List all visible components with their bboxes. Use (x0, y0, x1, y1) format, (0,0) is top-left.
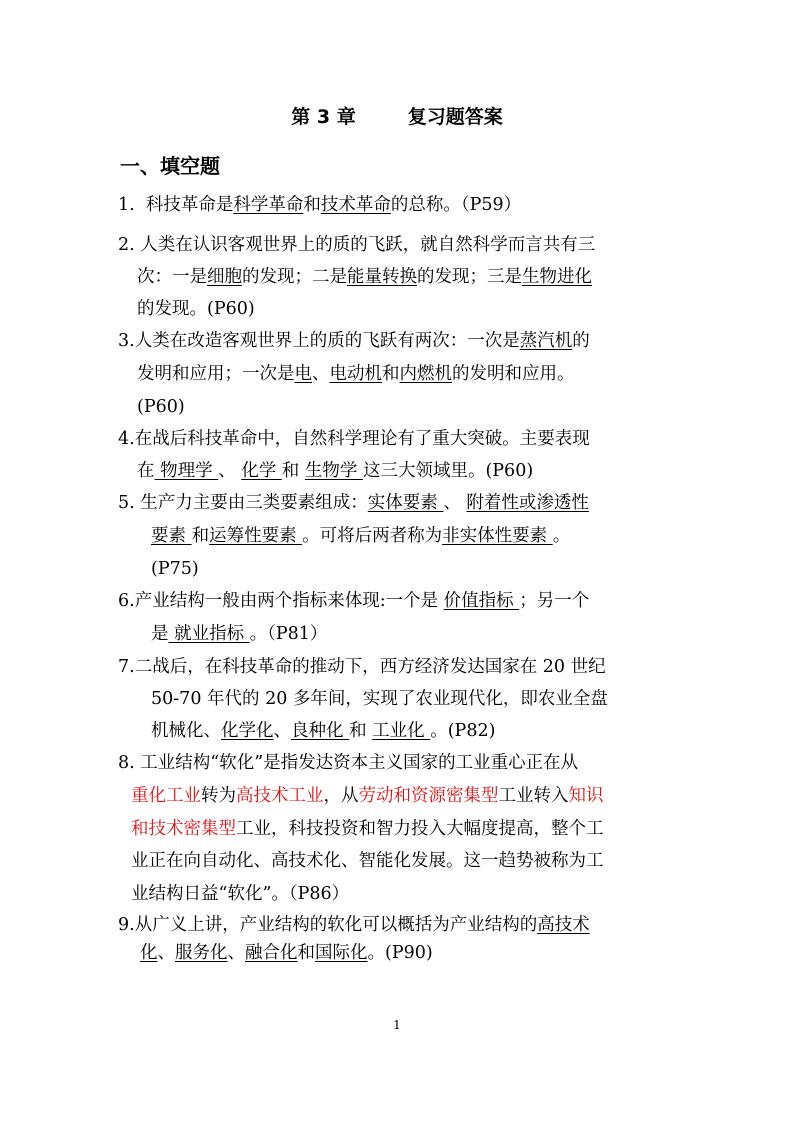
answer-blank: 科学革命 (233, 195, 304, 215)
chapter-name: 复习题答案 (407, 106, 503, 128)
answer-highlight: 知识 (568, 786, 604, 806)
question-5-line-1: 5. 生产力主要由三类要素组成：实体要素 、 附着性或渗透性 (118, 493, 589, 513)
answer-highlight: 和技术密集型 (131, 819, 236, 839)
question-8-line-2: 重化工业转为高技术工业，从劳动和资源密集型工业转入知识 (131, 786, 604, 806)
answer-blank: 非实体性要素 (442, 526, 553, 546)
question-9-line-1: 9.从广义上讲，产业结构的软化可以概括为产业结构的高技术 (118, 915, 590, 935)
question-5-line-3: (P75) (151, 559, 199, 579)
question-1: 1. 科技革命是科学革命和技术革命的总称。（P59） (118, 195, 522, 215)
question-4-line-1: 4.在战后科技革命中，自然科学理论有了重大突破。主要表现 (118, 429, 590, 449)
question-2-line-1: 2. 人类在认识客观世界上的质的飞跃，就自然科学而言共有三 (118, 235, 596, 255)
answer-highlight: 高技术工业 (236, 786, 324, 806)
answer-blank: 能量转换 (347, 267, 417, 287)
answer-blank: 生物学 (304, 461, 363, 481)
answer-blank: 服务化 (175, 943, 228, 963)
answer-blank: 融合化 (245, 943, 298, 963)
answer-blank: 物理学 (154, 461, 219, 481)
question-2-line-2: 次：一是细胞的发现；二是能量转换的发现；三是生物进化 (137, 267, 592, 287)
answer-blank: 电动机 (329, 364, 382, 384)
answer-blank: 运筹性要素 (209, 526, 303, 546)
answer-blank: 生物进化 (522, 267, 592, 287)
question-2-line-3: 的发现。(P60) (137, 299, 255, 319)
question-4-line-2: 在 物理学 、 化学 和 生物学 这三大领域里。(P60) (137, 461, 534, 481)
question-5-line-2: 要素 和运筹性要素 。可将后两者称为非实体性要素 。 (151, 526, 571, 546)
answer-blank: 电 (294, 364, 312, 384)
page-number: 1 (393, 1018, 401, 1032)
question-8-line-1: 8. 工业结构“软化”是指发达资本主义国家的工业重心正在从 (118, 753, 579, 773)
answer-blank: 化学化 (221, 721, 274, 741)
question-7-line-2: 50-70 年代的 20 多年间，实现了农业现代化，即农业全盘 (151, 689, 608, 709)
answer-blank: 工业化 (372, 721, 431, 741)
answer-blank: 国际化 (315, 943, 368, 963)
answer-blank: 化 (140, 943, 158, 963)
question-3-line-3: (P60) (137, 397, 185, 417)
answer-blank: 就业指标 (168, 624, 250, 644)
answer-blank: 高技术 (537, 915, 590, 935)
answer-blank: 细胞 (207, 267, 242, 287)
question-7-line-1: 7.二战后，在科技革命的推动下，西方经济发达国家在 20 世纪 (118, 657, 606, 677)
question-8-line-4: 业正在向自动化、高技术化、智能化发展。这一趋势被称为工 (131, 851, 604, 871)
question-8-line-3: 和技术密集型工业，科技投资和智力投入大幅度提高，整个工 (131, 819, 604, 839)
question-6-line-1: 6.产业结构一般由两个指标来体现:一个是 价值指标 ；另一个 (118, 591, 590, 611)
question-6-line-2: 是 就业指标 。（P81） (151, 624, 328, 644)
answer-blank: 价值指标 (443, 591, 520, 611)
answer-blank: 技术革命 (320, 195, 391, 215)
page-title (0, 102, 794, 129)
answer-highlight: 重化工业 (131, 786, 201, 806)
answer-blank: 化学 (241, 461, 282, 481)
question-8-line-5: 业结构日益“软化”。（P86） (131, 884, 350, 904)
answer-blank: 实体要素 (367, 493, 444, 513)
answer-blank: 良种化 (291, 721, 350, 741)
answer-blank: 内燃机 (399, 364, 452, 384)
question-9-line-2: 化、服务化、融合化和国际化。(P90) (140, 943, 433, 963)
chapter-label: 第 3 章 (291, 106, 356, 128)
answer-highlight: 劳动和资源密集型 (358, 786, 499, 806)
answer-blank: 蒸汽机 (519, 331, 573, 351)
question-3-line-1: 3.人类在改造客观世界上的质的飞跃有两次：一次是蒸汽机的 (118, 331, 590, 351)
question-7-line-3: 机械化、化学化、良种化 和 工业化 。(P82) (151, 721, 496, 741)
question-3-line-2: 发明和应用；一次是电、电动机和内燃机的发明和应用。 (137, 364, 575, 384)
section-heading: 一、填空题 (120, 154, 220, 178)
answer-blank: 附着性或渗透性 (466, 493, 589, 513)
answer-blank: 要素 (151, 526, 192, 546)
